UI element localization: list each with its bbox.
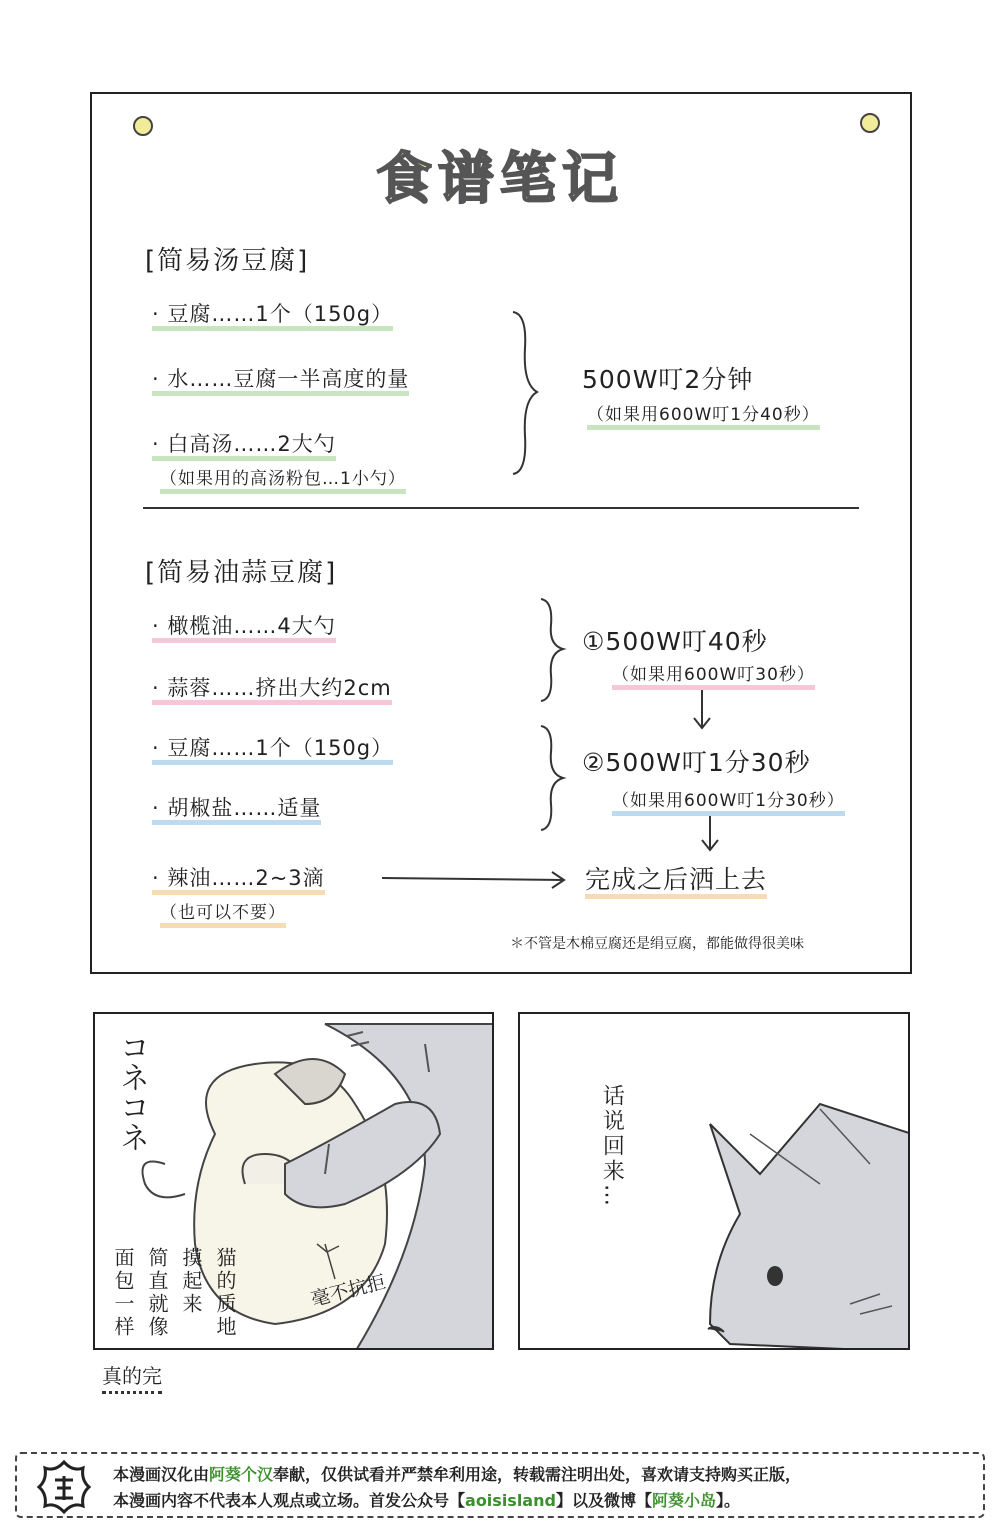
sfx-text: コネコネ [114,1032,149,1152]
footer-line-2: 本漫画内容不代表本人观点或立场。首发公众号【aoisisland】以及微博【阿葵小岛】。 [113,1491,740,1510]
recipe1-item: · 白高汤……2大勺 [152,428,336,458]
recipe2-step2: ②500W叮1分30秒 [582,748,811,777]
recipe2-item: · 蒜蓉……挤出大约2cm [152,672,392,702]
recipe1-step: 500W叮2分钟 [582,365,754,394]
comic-panel-wolf [518,1012,910,1350]
recipe2-step2-note: （如果用600W叮1分30秒） [612,786,845,811]
wolf-illustration [520,1014,910,1350]
comic-panel-cat [93,1012,494,1350]
footnote: ＊不管是木棉豆腐还是绢豆腐，都能做得很美味 [510,936,804,952]
brace-icon [505,308,545,478]
recipe2-heading: [简易油蒜豆腐] [145,558,338,588]
recipe2-step1: ①500W叮40秒 [582,627,768,656]
footer-line-1: 本漫画汉化由阿葵个汉奉献，仅供试看并严禁牟利用途，转载需注明出处，喜欢请支持购买正版， [113,1465,802,1484]
caption-line: 面包一样 [111,1247,135,1339]
recipe2-item: · 辣油……2~3滴 [152,862,325,892]
recipe1-heading: [简易汤豆腐] [145,246,310,276]
recipe2-step1-note: （如果用600W叮30秒） [612,660,815,685]
group-logo-icon [35,1458,93,1516]
recipe2-item: · 橄榄油……4大勺 [152,610,336,640]
recipe1-item: · 豆腐……1个（150g） [152,298,393,328]
caption-line: 摸起来 [179,1247,203,1316]
page-title: 食谱笔记 [376,147,624,212]
caption-line: 简直就像 [145,1247,169,1339]
recipe2-item-note: （也可以不要） [160,898,286,923]
translator-footer [15,1452,985,1518]
arrow-down-icon [690,688,714,732]
brace-icon [535,595,569,705]
end-text: 真的完 [102,1360,162,1394]
recipe-note [90,92,912,974]
brace-icon [535,722,569,834]
recipe2-final: 完成之后洒上去 [585,860,767,896]
recipe2-item: · 豆腐……1个（150g） [152,732,393,762]
narration-text: 话说回来… [599,1084,625,1209]
divider [143,507,859,509]
caption-line: 猫的质地 [213,1247,237,1339]
pushpin-icon [860,113,880,133]
arrow-note: 毫不抗拒 [308,1271,388,1311]
arrow-down-icon [698,814,722,854]
recipe1-step-note: （如果用600W叮1分40秒） [587,400,820,425]
recipe1-item: · 水……豆腐一半高度的量 [152,363,409,393]
pushpin-icon [133,116,153,136]
arrow-right-icon [380,866,570,890]
recipe1-item-note: （如果用的高汤粉包…1小勺） [160,464,406,489]
recipe2-item: · 胡椒盐……适量 [152,792,321,822]
